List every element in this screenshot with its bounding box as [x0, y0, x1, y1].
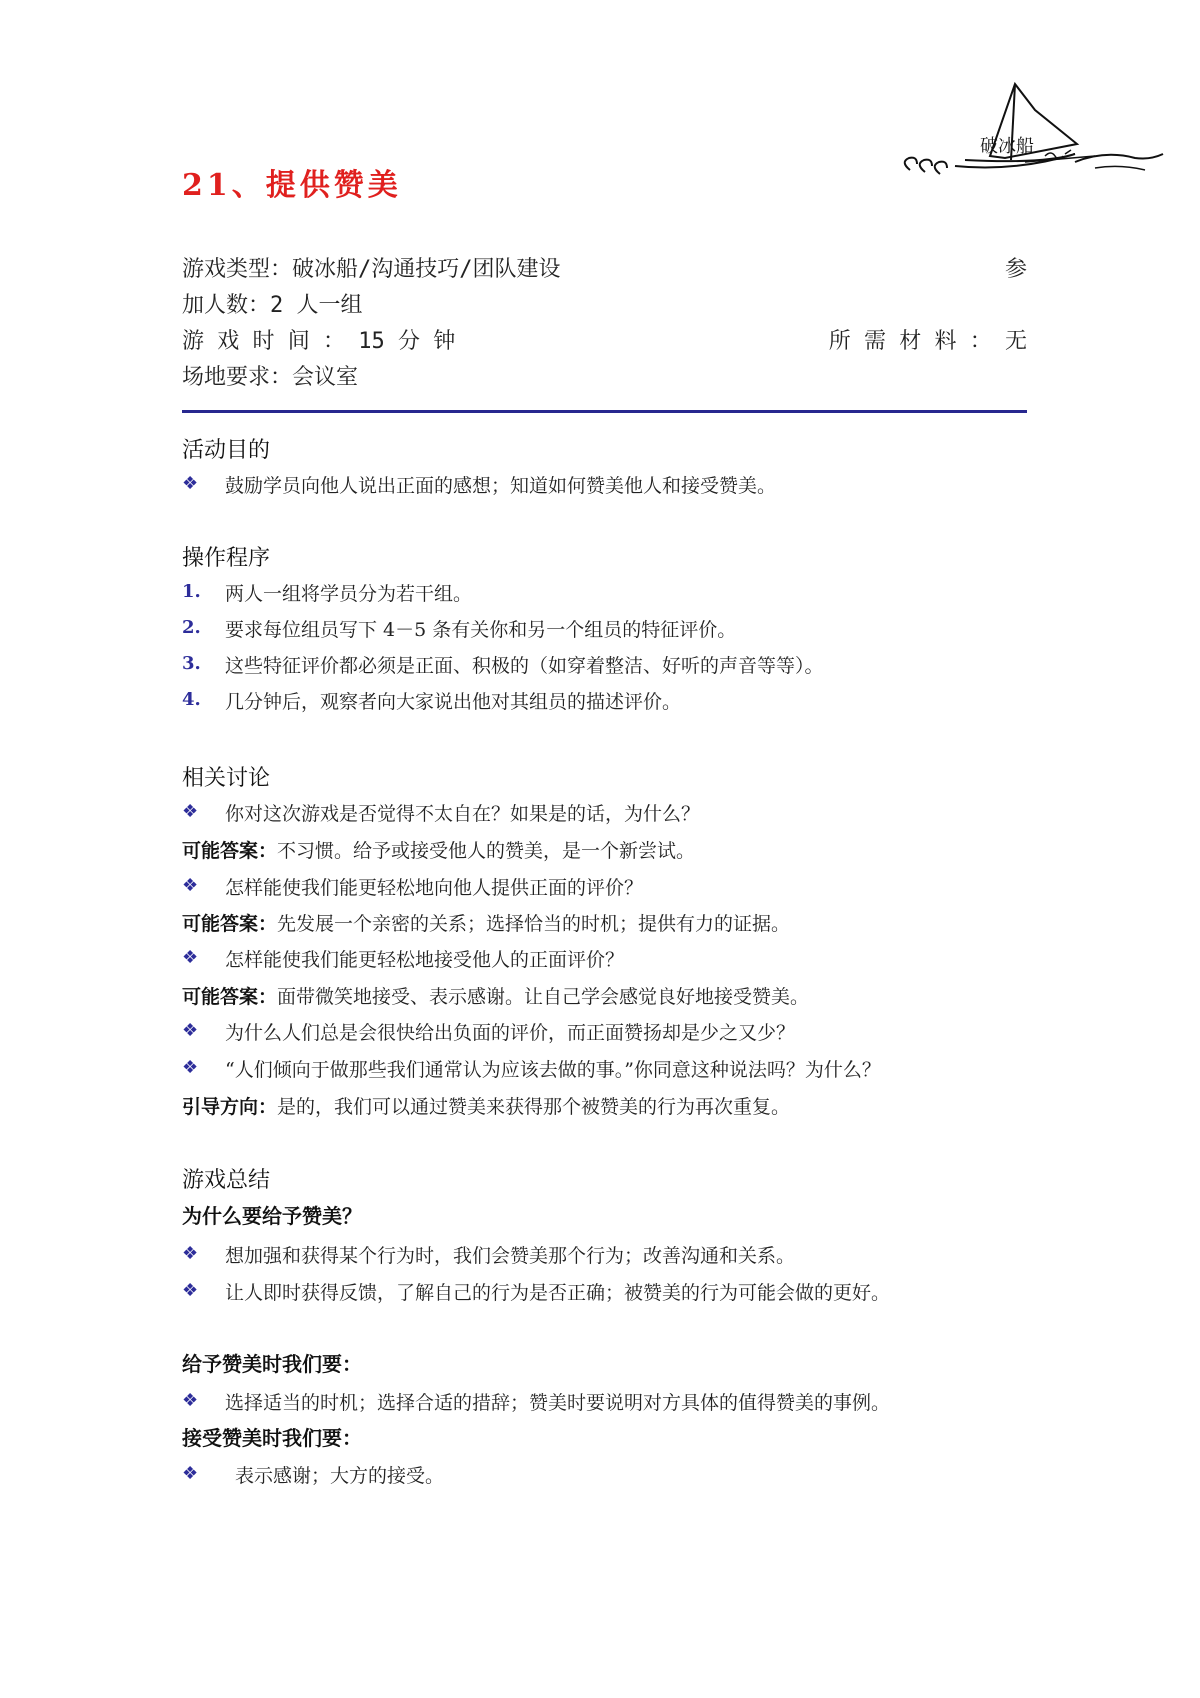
step-text: 这些特征评价都必须是正面、积极的（如穿着整洁、好听的声音等等）。 — [225, 655, 824, 677]
logo-label: 破冰船 — [980, 136, 1034, 157]
bullet-icon: ❖ — [182, 1243, 199, 1264]
subheading-why: 为什么要给予赞美？ — [182, 1204, 362, 1228]
materials-needed: 所 需 材 料 ： 无 — [828, 329, 1027, 354]
section-heading-summary: 游戏总结 — [182, 1168, 271, 1193]
bullet-icon: ❖ — [182, 1280, 199, 1301]
divider — [182, 410, 1027, 413]
participant-count: 加人数：2 人一组 — [182, 293, 363, 318]
summary-item: 选择适当的时机；选择合适的措辞；赞美时要说明对方具体的值得赞美的事例。 — [225, 1392, 891, 1414]
page-title: 21、提供赞美 — [182, 168, 402, 203]
answer-text: 不习惯。给予或接受他人的赞美，是一个新尝试。 — [277, 840, 696, 862]
subheading-give: 给予赞美时我们要： — [182, 1352, 362, 1376]
guidance-text: 是的，我们可以通过赞美来获得那个被赞美的行为再次重复。 — [277, 1096, 791, 1118]
step-text: 几分钟后，观察者向大家说出他对其组员的描述评价。 — [225, 691, 682, 713]
discussion-question: 怎样能使我们能更轻松地接受他人的正面评价？ — [225, 949, 625, 971]
summary-item: 让人即时获得反馈，了解自己的行为是否正确；被赞美的行为可能会做的更好。 — [225, 1282, 891, 1304]
discussion-question: 为什么人们总是会很快给出负面的评价，而正面赞扬却是少之又少？ — [225, 1022, 796, 1044]
bullet-icon: ❖ — [182, 1057, 199, 1078]
discussion-question: 你对这次游戏是否觉得不太自在？如果是的话，为什么？ — [225, 803, 701, 825]
bullet-icon: ❖ — [182, 1390, 199, 1411]
answer-label: 可能答案： — [182, 840, 278, 862]
section-heading-procedure: 操作程序 — [182, 546, 271, 571]
discussion-answer — [182, 909, 790, 936]
answer-text: 先发展一个亲密的关系；选择恰当的时机；提供有力的证据。 — [277, 913, 791, 935]
step-text: 要求每位组员写下 4－5 条有关你和另一个组员的特征评价。 — [225, 619, 737, 641]
step-number: 2. — [182, 617, 201, 638]
step-text: 两人一组将学员分为若干组。 — [225, 583, 473, 605]
section-heading-purpose: 活动目的 — [182, 438, 271, 463]
bullet-icon: ❖ — [182, 473, 199, 494]
discussion-answer — [182, 836, 695, 863]
discussion-question: “人们倾向于做那些我们通常认为应该去做的事。”你同意这种说法吗？为什么？ — [225, 1059, 881, 1081]
bullet-icon: ❖ — [182, 947, 199, 968]
step-number: 1. — [182, 581, 201, 602]
bullet-icon: ❖ — [182, 875, 199, 896]
section-heading-discussion: 相关讨论 — [182, 766, 271, 791]
purpose-item: 鼓励学员向他人说出正面的感想；知道如何赞美他人和接受赞美。 — [225, 475, 777, 497]
step-number: 4. — [182, 689, 201, 710]
answer-label: 可能答案： — [182, 913, 278, 935]
subheading-receive: 接受赞美时我们要： — [182, 1426, 362, 1450]
bullet-icon: ❖ — [182, 1463, 199, 1484]
answer-text: 面带微笑地接受、表示感谢。让自己学会感觉良好地接受赞美。 — [277, 986, 810, 1008]
discussion-question: 怎样能使我们能更轻松地向他人提供正面的评价？ — [225, 877, 644, 899]
participate-fragment: 参 — [1004, 257, 1027, 282]
guidance-label: 引导方向： — [182, 1096, 278, 1118]
bullet-icon: ❖ — [182, 1020, 199, 1041]
summary-item: 表示感谢；大方的接受。 — [235, 1465, 445, 1487]
game-time: 游 戏 时 间 ： 15 分 钟 — [182, 329, 456, 354]
answer-label: 可能答案： — [182, 986, 278, 1008]
guidance — [182, 1092, 790, 1119]
step-number: 3. — [182, 653, 201, 674]
summary-item: 想加强和获得某个行为时，我们会赞美那个行为；改善沟通和关系。 — [225, 1245, 796, 1267]
bullet-icon: ❖ — [182, 801, 199, 822]
discussion-answer — [182, 982, 809, 1009]
venue-requirement: 场地要求：会议室 — [182, 365, 359, 390]
game-type: 游戏类型：破冰船/沟通技巧/团队建设 — [182, 257, 561, 282]
